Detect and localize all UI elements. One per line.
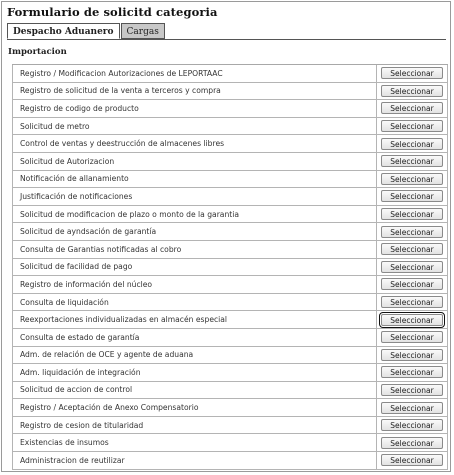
seleccionar-button[interactable]: Seleccionar xyxy=(381,120,443,132)
table-row xyxy=(12,311,448,329)
row-action-cell xyxy=(376,276,447,293)
row-action-cell xyxy=(376,382,447,399)
form-panel xyxy=(1,1,451,472)
table-row xyxy=(12,294,448,312)
tab-despacho-aduanero[interactable]: Despacho Aduanero xyxy=(7,23,120,39)
row-action-cell xyxy=(376,83,447,100)
seleccionar-button[interactable]: Seleccionar xyxy=(381,67,443,79)
seleccionar-button[interactable]: Seleccionar xyxy=(381,278,443,290)
seleccionar-button[interactable]: Seleccionar xyxy=(381,208,443,220)
row-action-cell xyxy=(376,329,447,346)
seleccionar-button[interactable]: Seleccionar xyxy=(381,331,443,343)
table-row xyxy=(12,434,448,452)
table-row xyxy=(12,153,448,171)
row-label: Control de ventas y deestrucción de almacenes libres xyxy=(20,139,225,149)
table-row xyxy=(12,364,448,382)
row-label: Registro de codigo de producto xyxy=(20,103,139,113)
row-label: Registro / Aceptación de Anexo Compensatorio xyxy=(20,403,199,413)
row-action-cell xyxy=(376,223,447,240)
row-action-cell xyxy=(376,434,447,451)
seleccionar-button[interactable]: Seleccionar xyxy=(381,138,443,150)
row-action-cell xyxy=(376,65,447,82)
category-table xyxy=(12,64,448,470)
row-action-cell xyxy=(376,206,447,223)
seleccionar-button[interactable]: Seleccionar xyxy=(381,173,443,185)
row-label: Solicitud de facilidad de pago xyxy=(20,262,133,272)
row-action-cell xyxy=(376,241,447,258)
row-label: Registro de información del núcleo xyxy=(20,279,153,289)
table-row xyxy=(12,188,448,206)
row-action-cell xyxy=(376,135,447,152)
row-action-cell xyxy=(376,188,447,205)
row-action-cell xyxy=(376,294,447,311)
table-row xyxy=(12,171,448,189)
row-label: Administracion de reutilizar xyxy=(20,455,125,465)
row-action-cell xyxy=(376,347,447,364)
page-title: Formulario de solicitd categoria xyxy=(7,5,218,19)
seleccionar-button[interactable]: Seleccionar xyxy=(381,419,443,431)
row-label: Solicitud de accion de control xyxy=(20,385,133,395)
seleccionar-button[interactable]: Seleccionar xyxy=(381,402,443,414)
seleccionar-button[interactable]: Seleccionar xyxy=(381,454,443,466)
tab-bar xyxy=(7,23,166,40)
table-row xyxy=(12,118,448,136)
tab-divider xyxy=(7,39,446,40)
row-label: Solicitud de metro xyxy=(20,121,90,131)
row-label: Registro de solicitud de la venta a terceros y compra xyxy=(20,86,221,96)
table-row xyxy=(12,83,448,101)
seleccionar-button[interactable]: Seleccionar xyxy=(381,384,443,396)
row-label: Reexportaciones individualizadas en almacén especial xyxy=(20,315,228,325)
row-label: Solicitud de Autorizacion xyxy=(20,156,115,166)
row-action-cell xyxy=(376,399,447,416)
seleccionar-button[interactable]: Seleccionar xyxy=(381,226,443,238)
table-row xyxy=(12,452,448,470)
row-action-cell xyxy=(376,153,447,170)
seleccionar-button[interactable]: Seleccionar xyxy=(381,190,443,202)
row-label: Adm. liquidación de integración xyxy=(20,367,141,377)
row-label: Solicitud de ayndsación de garantía xyxy=(20,227,157,237)
seleccionar-button[interactable]: Seleccionar xyxy=(381,314,443,326)
row-label: Consulta de liquidación xyxy=(20,297,109,307)
row-action-cell xyxy=(376,452,447,469)
row-label: Justificación de notificaciones xyxy=(20,191,133,201)
table-row xyxy=(12,347,448,365)
seleccionar-button[interactable]: Seleccionar xyxy=(381,366,443,378)
seleccionar-button[interactable]: Seleccionar xyxy=(381,85,443,97)
table-row xyxy=(12,329,448,347)
table-row xyxy=(12,399,448,417)
row-label: Adm. de relación de OCE y agente de aduana xyxy=(20,350,194,360)
row-action-cell xyxy=(376,100,447,117)
row-action-cell xyxy=(376,118,447,135)
row-label: Consulta de estado de garantía xyxy=(20,332,140,342)
seleccionar-button[interactable]: Seleccionar xyxy=(381,349,443,361)
row-label: Notificación de allanamiento xyxy=(20,174,129,184)
row-action-cell xyxy=(376,417,447,434)
row-label: Registro / Modificacion Autorizaciones de LEPORTAAC xyxy=(20,68,223,78)
seleccionar-button[interactable]: Seleccionar xyxy=(381,261,443,273)
tab-cargas[interactable]: Cargas xyxy=(121,23,165,39)
table-row xyxy=(12,259,448,277)
seleccionar-button[interactable]: Seleccionar xyxy=(381,155,443,167)
row-action-cell xyxy=(376,171,447,188)
row-label: Solicitud de modificacion de plazo o monto de la garantia xyxy=(20,209,240,219)
table-row xyxy=(12,382,448,400)
table-row xyxy=(12,100,448,118)
seleccionar-button[interactable]: Seleccionar xyxy=(381,102,443,114)
row-action-cell xyxy=(376,259,447,276)
seleccionar-button[interactable]: Seleccionar xyxy=(381,296,443,308)
row-action-cell xyxy=(376,364,447,381)
table-row xyxy=(12,206,448,224)
table-row xyxy=(12,65,448,83)
table-row xyxy=(12,135,448,153)
table-row xyxy=(12,223,448,241)
row-label: Existencias de insumos xyxy=(20,438,109,448)
table-row xyxy=(12,417,448,435)
row-action-cell xyxy=(376,311,447,328)
table-row xyxy=(12,276,448,294)
row-label: Registro de cesion de titularidad xyxy=(20,420,144,430)
row-label: Consulta de Garantias notificadas al cobro xyxy=(20,244,182,254)
section-label: Importacion xyxy=(8,47,67,57)
seleccionar-button[interactable]: Seleccionar xyxy=(381,243,443,255)
table-row xyxy=(12,241,448,259)
seleccionar-button[interactable]: Seleccionar xyxy=(381,437,443,449)
